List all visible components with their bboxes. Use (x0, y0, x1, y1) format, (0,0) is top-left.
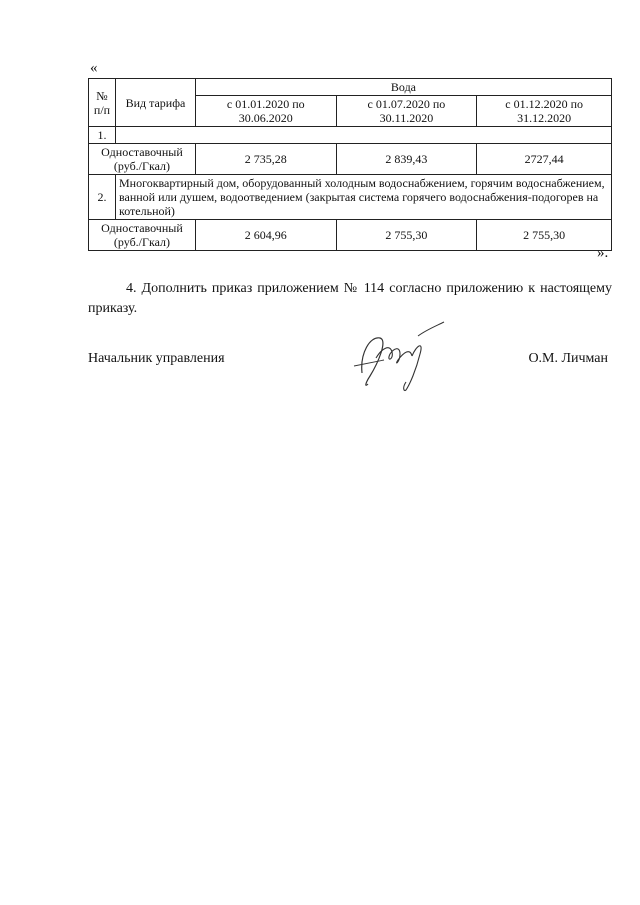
header-period-2: с 01.07.2020 по 30.11.2020 (336, 96, 477, 127)
row-value: 2 735,28 (195, 144, 336, 175)
table-row (89, 127, 612, 144)
table-row (89, 144, 612, 175)
tariff-table (88, 78, 612, 251)
header-period-1: с 01.01.2020 по 30.06.2020 (195, 96, 336, 127)
row-value: 2 839,43 (336, 144, 477, 175)
table-row (89, 175, 612, 220)
table-row (89, 220, 612, 251)
header-tariff-type: Вид тарифа (115, 79, 195, 127)
row-label: Одноставочный (руб./Гкал) (89, 220, 196, 251)
header-period-3: с 01.12.2020 по 31.12.2020 (477, 96, 612, 127)
row-value: 2727,44 (477, 144, 612, 175)
row-label: Одноставочный (руб./Гкал) (89, 144, 196, 175)
row-value: 2 604,96 (195, 220, 336, 251)
signature-image (340, 318, 450, 393)
row-description (115, 127, 611, 144)
signatory-name: О.М. Личман (528, 351, 608, 366)
header-water: Вода (195, 79, 611, 96)
header-num: № п/п (89, 79, 116, 127)
row-value: 2 755,30 (336, 220, 477, 251)
row-value: 2 755,30 (477, 220, 612, 251)
closing-quote: ». (597, 245, 609, 261)
opening-quote: « (90, 60, 98, 76)
table-header-row (89, 79, 612, 96)
amendment-paragraph: 4. Дополнить приказ приложением № 114 согласно приложению к настоящему приказу. (88, 281, 612, 316)
signatory-position: Начальник управления (88, 351, 225, 366)
row-description: Многоквартирный дом, оборудованный холодным водоснабжением, горячим водоснабжением, ванной или душем, водоотведением (закрытая система горячего водоснабжения-подогорев на котельной) (115, 175, 611, 220)
row-num: 1. (89, 127, 116, 144)
row-num: 2. (89, 175, 116, 220)
